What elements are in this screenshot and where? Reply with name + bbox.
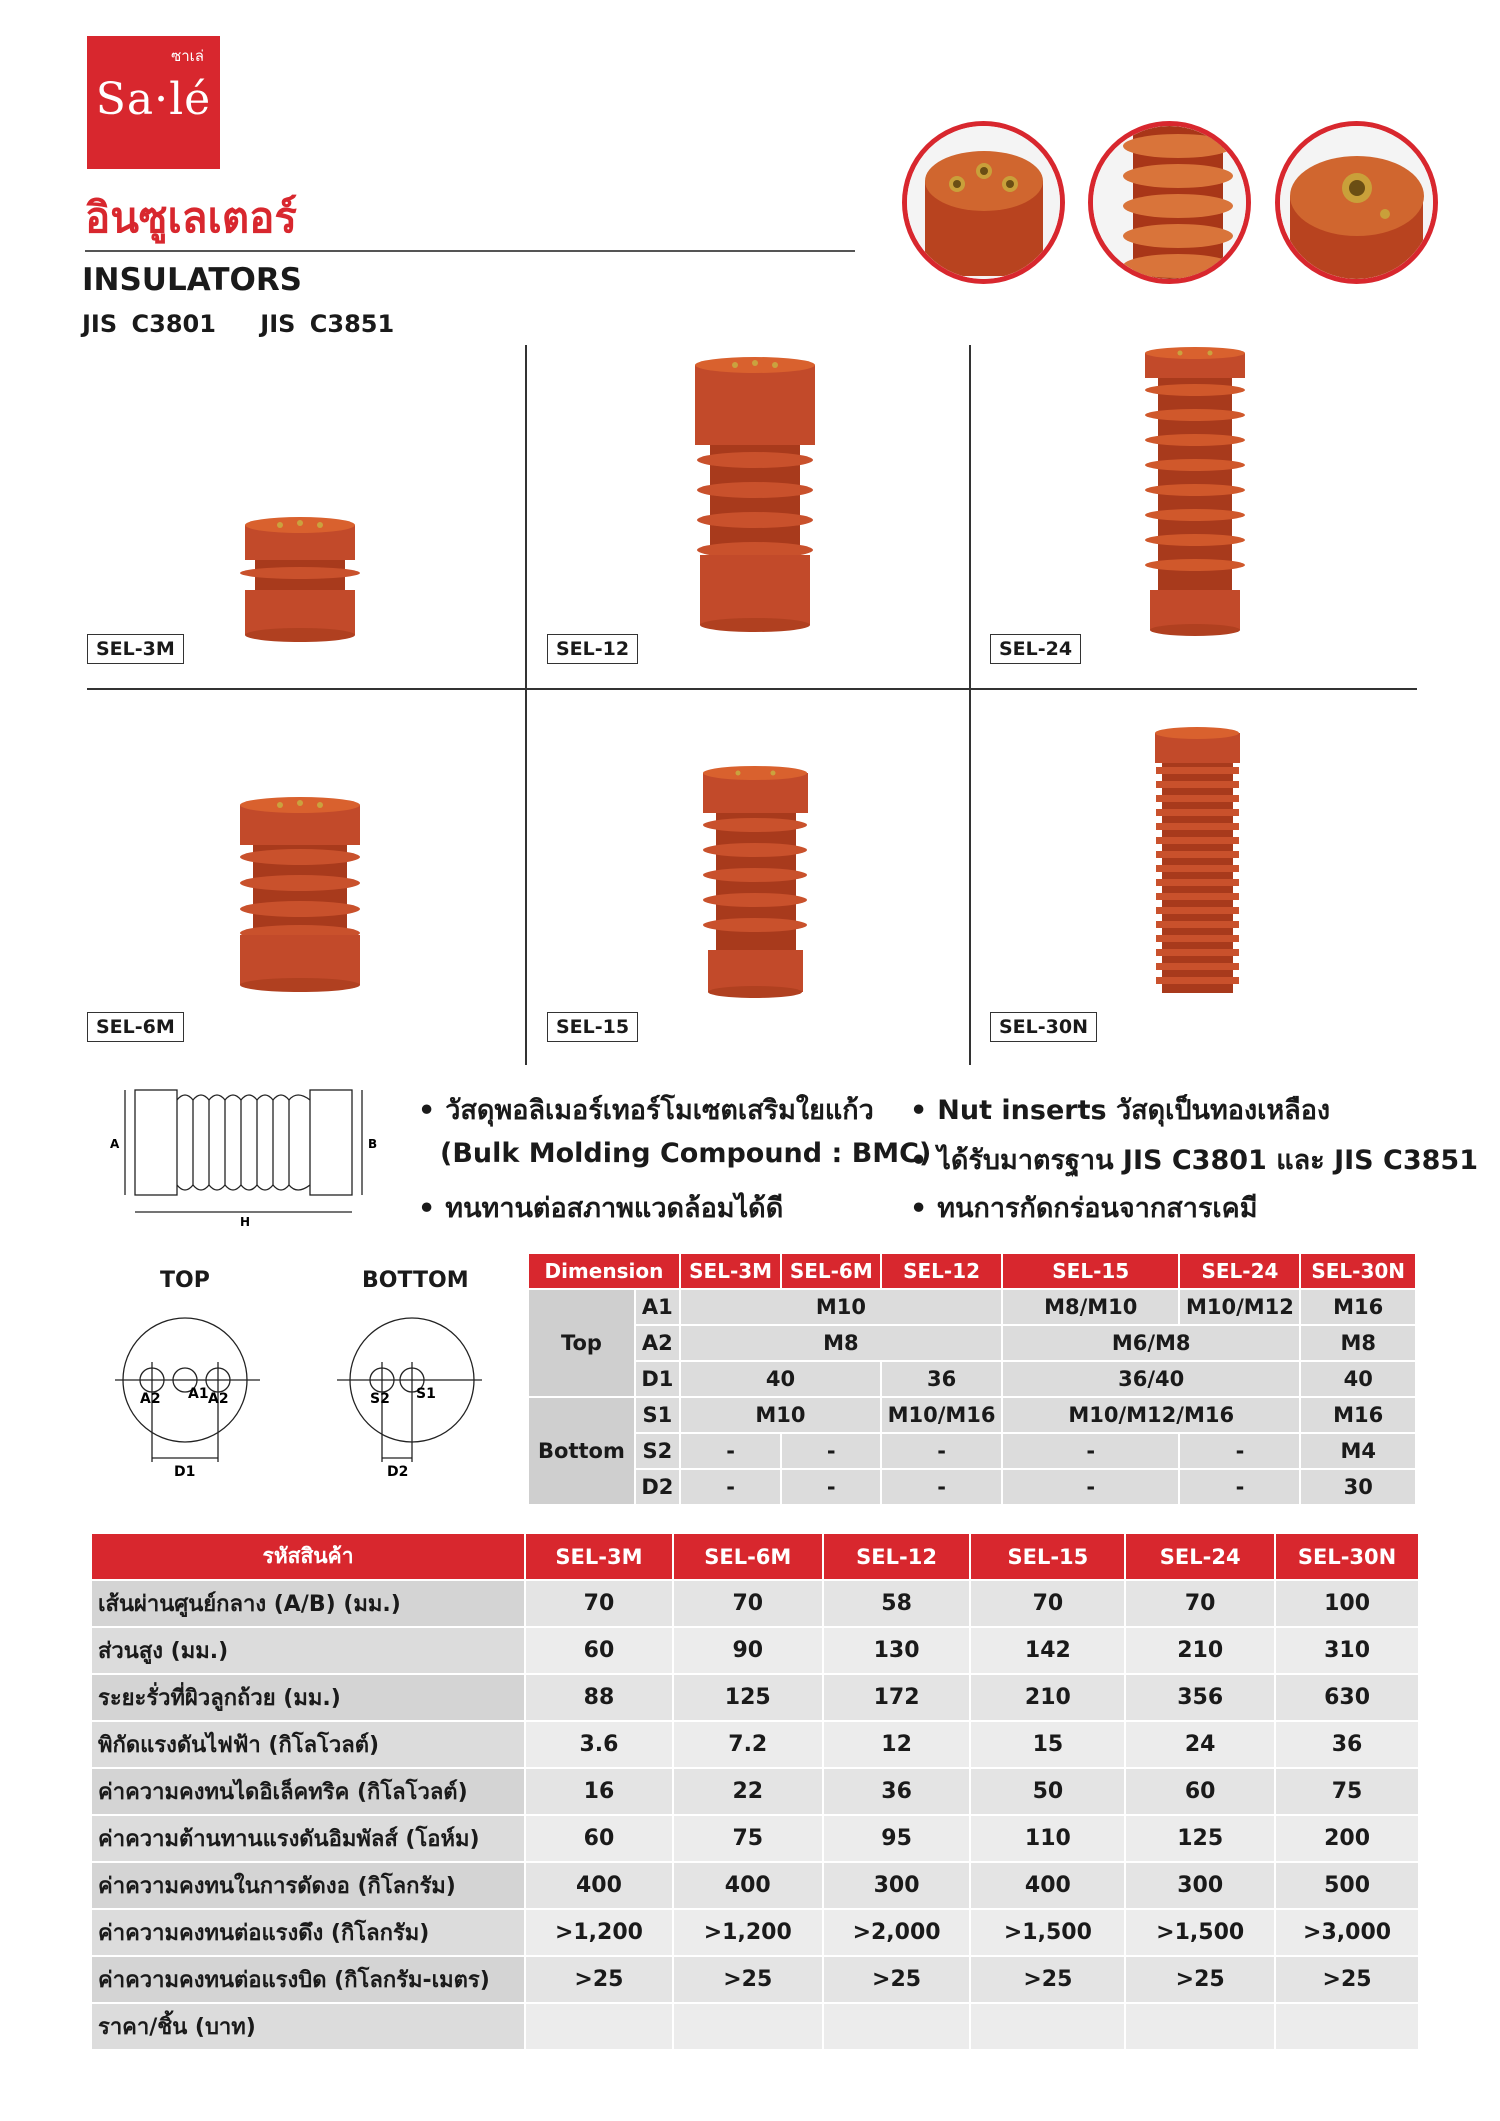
feature-item: • ได้รับมาตรฐาน JIS C3801 และ JIS C3851 — [910, 1138, 1478, 1186]
spec-cell: >25 — [823, 1956, 971, 2003]
spec-cell: 60 — [1125, 1768, 1275, 1815]
spec-cell: 70 — [673, 1580, 823, 1627]
table-row — [91, 1815, 1419, 1862]
spec-row-label: เส้นผ่านศูนย์กลาง (A/B) (มม.) — [91, 1580, 525, 1627]
table-row — [91, 1674, 1419, 1721]
spec-cell: 110 — [970, 1815, 1125, 1862]
spec-row-label: ค่าความต้านทานแรงดันอิมพัลส์ (โอห์ม) — [91, 1815, 525, 1862]
spec-cell — [1275, 2003, 1419, 2050]
dim-cell: - — [781, 1469, 881, 1505]
spec-cell: 7.2 — [673, 1721, 823, 1768]
spec-cell: 125 — [1125, 1815, 1275, 1862]
top-d1: D1 — [174, 1464, 196, 1480]
dim-cell: - — [881, 1433, 1002, 1469]
spec-cell: 22 — [673, 1768, 823, 1815]
spec-cell: >1,500 — [970, 1909, 1125, 1956]
dim-header: Dimension — [528, 1253, 680, 1289]
title-divider — [85, 250, 855, 252]
brand-logo — [87, 36, 220, 169]
diagram-b: B — [368, 1137, 378, 1151]
dim-key: D1 — [635, 1361, 680, 1397]
dim-key: S2 — [635, 1433, 680, 1469]
spec-cell: >25 — [1125, 1956, 1275, 2003]
spec-cell: >1,200 — [673, 1909, 823, 1956]
dim-cell: M10 — [680, 1289, 1002, 1325]
dim-row — [528, 1433, 1416, 1469]
dim-header-row — [528, 1253, 1416, 1289]
standard-2: JIS C3851 — [260, 310, 395, 338]
dim-header: SEL-12 — [881, 1253, 1002, 1289]
spec-cell: 70 — [1125, 1580, 1275, 1627]
table-row — [91, 1627, 1419, 1674]
spec-cell — [1125, 2003, 1275, 2050]
spec-cell: 75 — [1275, 1768, 1419, 1815]
dim-cell: M16 — [1300, 1397, 1416, 1433]
insulator-long-ribbed-icon — [1150, 725, 1245, 1000]
spec-row-label: ระยะรั่วที่ผิวลูกถ้วย (มม.) — [91, 1674, 525, 1721]
spec-cell: 400 — [970, 1862, 1125, 1909]
spec-cell — [970, 2003, 1125, 2050]
spec-cell: >1,500 — [1125, 1909, 1275, 1956]
dim-cell: M10/M12 — [1179, 1289, 1300, 1325]
dim-cell: 30 — [1300, 1469, 1416, 1505]
spec-header: รหัสสินค้า — [91, 1533, 525, 1580]
dim-key: A2 — [635, 1325, 680, 1361]
spec-cell: >3,000 — [1275, 1909, 1419, 1956]
detail-ribs-image — [1088, 121, 1251, 284]
dim-cell: - — [1179, 1469, 1300, 1505]
feature-item: • วัสดุพอลิเมอร์เทอร์โมเซตเสริมใยแก้ว — [418, 1088, 931, 1138]
spec-cell: 70 — [970, 1580, 1125, 1627]
spec-cell: >25 — [970, 1956, 1125, 2003]
dim-row — [528, 1469, 1416, 1505]
spec-row-label: พิกัดแรงดันไฟฟ้า (กิโลโวลต์) — [91, 1721, 525, 1768]
spec-row-label: ค่าความคงทนในการดัดงอ (กิโลกรัม) — [91, 1862, 525, 1909]
top-a2-left: A2 — [140, 1391, 161, 1407]
spec-header: SEL-3M — [525, 1533, 673, 1580]
dim-cell: M8 — [1300, 1325, 1416, 1361]
product-label: SEL-3M — [87, 634, 184, 664]
standards — [82, 310, 424, 338]
spec-cell: 130 — [823, 1627, 971, 1674]
feature-item: • Nut inserts วัสดุเป็นทองเหลือง — [910, 1088, 1478, 1138]
spec-cell: 630 — [1275, 1674, 1419, 1721]
insulator-short-ribbed-icon — [235, 795, 365, 995]
dim-header: SEL-30N — [1300, 1253, 1416, 1289]
spec-cell: >2,000 — [823, 1909, 971, 1956]
spec-header: SEL-12 — [823, 1533, 971, 1580]
spec-cell: >25 — [1275, 1956, 1419, 2003]
detail-bottom-nut-image — [1275, 121, 1438, 284]
dim-cell: - — [781, 1433, 881, 1469]
spec-cell: 36 — [823, 1768, 971, 1815]
dim-cell: 36 — [881, 1361, 1002, 1397]
spec-cell: 60 — [525, 1815, 673, 1862]
dim-cell: - — [1002, 1433, 1179, 1469]
table-row — [91, 1768, 1419, 1815]
spec-table — [90, 1532, 1420, 2051]
spec-cell: 36 — [1275, 1721, 1419, 1768]
product-label: SEL-6M — [87, 1012, 184, 1042]
feature-item: (Bulk Molding Compound : BMC) — [440, 1138, 932, 1169]
spec-cell: 70 — [525, 1580, 673, 1627]
spec-cell: 210 — [970, 1674, 1125, 1721]
spec-cell: 142 — [970, 1627, 1125, 1674]
dim-cell: 36/40 — [1002, 1361, 1300, 1397]
spec-cell: 172 — [823, 1674, 971, 1721]
spec-cell: 95 — [823, 1815, 971, 1862]
table-row — [91, 1956, 1419, 2003]
bottom-heading: BOTTOM — [362, 1268, 469, 1293]
features-left — [418, 1088, 931, 1229]
diagram-h: H — [240, 1215, 251, 1229]
insulator-tall-icon — [1140, 345, 1250, 640]
spec-cell: 300 — [1125, 1862, 1275, 1909]
insulator-medium-ribbed-icon — [698, 765, 813, 1000]
spec-cell — [673, 2003, 823, 2050]
spec-cell: 90 — [673, 1627, 823, 1674]
dim-header: SEL-3M — [680, 1253, 782, 1289]
spec-row-label: ราคา/ชิ้น (บาท) — [91, 2003, 525, 2050]
spec-cell: 500 — [1275, 1862, 1419, 1909]
bottom-d2: D2 — [387, 1464, 409, 1480]
dim-key: S1 — [635, 1397, 680, 1433]
spec-row-label: ค่าความคงทนต่อแรงดึง (กิโลกรัม) — [91, 1909, 525, 1956]
dim-group: Bottom — [528, 1397, 635, 1505]
dim-cell: - — [1179, 1433, 1300, 1469]
top-a2-right: A2 — [208, 1391, 229, 1407]
top-heading: TOP — [160, 1268, 210, 1293]
page-title-thai: อินซูเลเตอร์ — [85, 193, 297, 242]
spec-cell: 24 — [1125, 1721, 1275, 1768]
spec-row-label: ค่าความคงทนไดอิเล็คทริค (กิโลโวลต์) — [91, 1768, 525, 1815]
dim-row — [528, 1397, 1416, 1433]
dim-group: Top — [528, 1289, 635, 1397]
dimension-diagram — [100, 1080, 390, 1230]
insulator-medium-icon — [690, 355, 820, 635]
dim-cell: M10/M12/M16 — [1002, 1397, 1300, 1433]
spec-cell: 200 — [1275, 1815, 1419, 1862]
product-label: SEL-30N — [990, 1012, 1097, 1042]
spec-cell: 100 — [1275, 1580, 1419, 1627]
table-row — [91, 2003, 1419, 2050]
product-label: SEL-12 — [547, 634, 638, 664]
spec-cell — [823, 2003, 971, 2050]
table-row — [91, 1909, 1419, 1956]
product-label: SEL-15 — [547, 1012, 638, 1042]
grid-divider — [969, 345, 971, 1065]
detail-top-nuts-image — [902, 121, 1065, 284]
dim-cell: M10/M16 — [881, 1397, 1002, 1433]
dim-cell: - — [881, 1469, 1002, 1505]
spec-cell: 75 — [673, 1815, 823, 1862]
grid-divider — [87, 688, 1417, 690]
spec-header: SEL-15 — [970, 1533, 1125, 1580]
dim-cell: M4 — [1300, 1433, 1416, 1469]
dim-cell: M8 — [680, 1325, 1002, 1361]
spec-cell: 125 — [673, 1674, 823, 1721]
table-row — [91, 1721, 1419, 1768]
feature-item: • ทนทานต่อสภาพแวดล้อมได้ดี — [418, 1186, 931, 1229]
dim-cell: M16 — [1300, 1289, 1416, 1325]
spec-cell: 310 — [1275, 1627, 1419, 1674]
dim-cell: - — [680, 1433, 782, 1469]
table-row — [91, 1580, 1419, 1627]
spec-cell: 50 — [970, 1768, 1125, 1815]
dim-header: SEL-15 — [1002, 1253, 1179, 1289]
bottom-s1: S1 — [416, 1386, 436, 1402]
table-row — [91, 1862, 1419, 1909]
dim-cell: M10 — [680, 1397, 881, 1433]
spec-cell: 300 — [823, 1862, 971, 1909]
feature-item: • ทนการกัดกร่อนจากสารเคมี — [910, 1186, 1478, 1229]
spec-cell: 400 — [525, 1862, 673, 1909]
spec-cell: 15 — [970, 1721, 1125, 1768]
dim-cell: - — [1002, 1469, 1179, 1505]
dim-cell: M8/M10 — [1002, 1289, 1179, 1325]
bottom-view-diagram — [332, 1310, 492, 1480]
brand-name: Sa·lé — [95, 74, 212, 125]
spec-row-label: ค่าความคงทนต่อแรงบิด (กิโลกรัม-เมตร) — [91, 1956, 525, 2003]
dim-key: D2 — [635, 1469, 680, 1505]
dim-row — [528, 1325, 1416, 1361]
dim-key: A1 — [635, 1289, 680, 1325]
standard-1: JIS C3801 — [82, 310, 216, 338]
spec-cell: 12 — [823, 1721, 971, 1768]
top-a1: A1 — [188, 1386, 209, 1402]
spec-cell: 400 — [673, 1862, 823, 1909]
spec-cell: >1,200 — [525, 1909, 673, 1956]
dim-header: SEL-6M — [781, 1253, 881, 1289]
spec-cell: 210 — [1125, 1627, 1275, 1674]
spec-cell: >25 — [525, 1956, 673, 2003]
spec-row-label: ส่วนสูง (มม.) — [91, 1627, 525, 1674]
bottom-s2: S2 — [370, 1391, 390, 1407]
page-title: INSULATORS — [82, 262, 303, 298]
spec-cell: >25 — [673, 1956, 823, 2003]
spec-cell: 58 — [823, 1580, 971, 1627]
spec-cell — [525, 2003, 673, 2050]
product-label: SEL-24 — [990, 634, 1081, 664]
dim-cell: 40 — [1300, 1361, 1416, 1397]
insulator-short-icon — [235, 515, 365, 645]
grid-divider — [525, 345, 527, 1065]
dim-cell: - — [680, 1469, 782, 1505]
spec-header-row — [91, 1533, 1419, 1580]
spec-header: SEL-24 — [1125, 1533, 1275, 1580]
dim-row — [528, 1361, 1416, 1397]
features-right — [910, 1088, 1478, 1229]
spec-header: SEL-30N — [1275, 1533, 1419, 1580]
spec-cell: 356 — [1125, 1674, 1275, 1721]
brand-small: ซาเล่ — [171, 47, 204, 65]
spec-cell: 3.6 — [525, 1721, 673, 1768]
dim-row — [528, 1289, 1416, 1325]
spec-header: SEL-6M — [673, 1533, 823, 1580]
spec-cell: 60 — [525, 1627, 673, 1674]
spec-cell: 16 — [525, 1768, 673, 1815]
top-view-diagram — [110, 1310, 270, 1480]
spec-cell: 88 — [525, 1674, 673, 1721]
diagram-a: A — [110, 1137, 120, 1151]
dim-cell: 40 — [680, 1361, 881, 1397]
dimension-table — [527, 1252, 1417, 1506]
dim-header: SEL-24 — [1179, 1253, 1300, 1289]
dim-cell: M6/M8 — [1002, 1325, 1300, 1361]
